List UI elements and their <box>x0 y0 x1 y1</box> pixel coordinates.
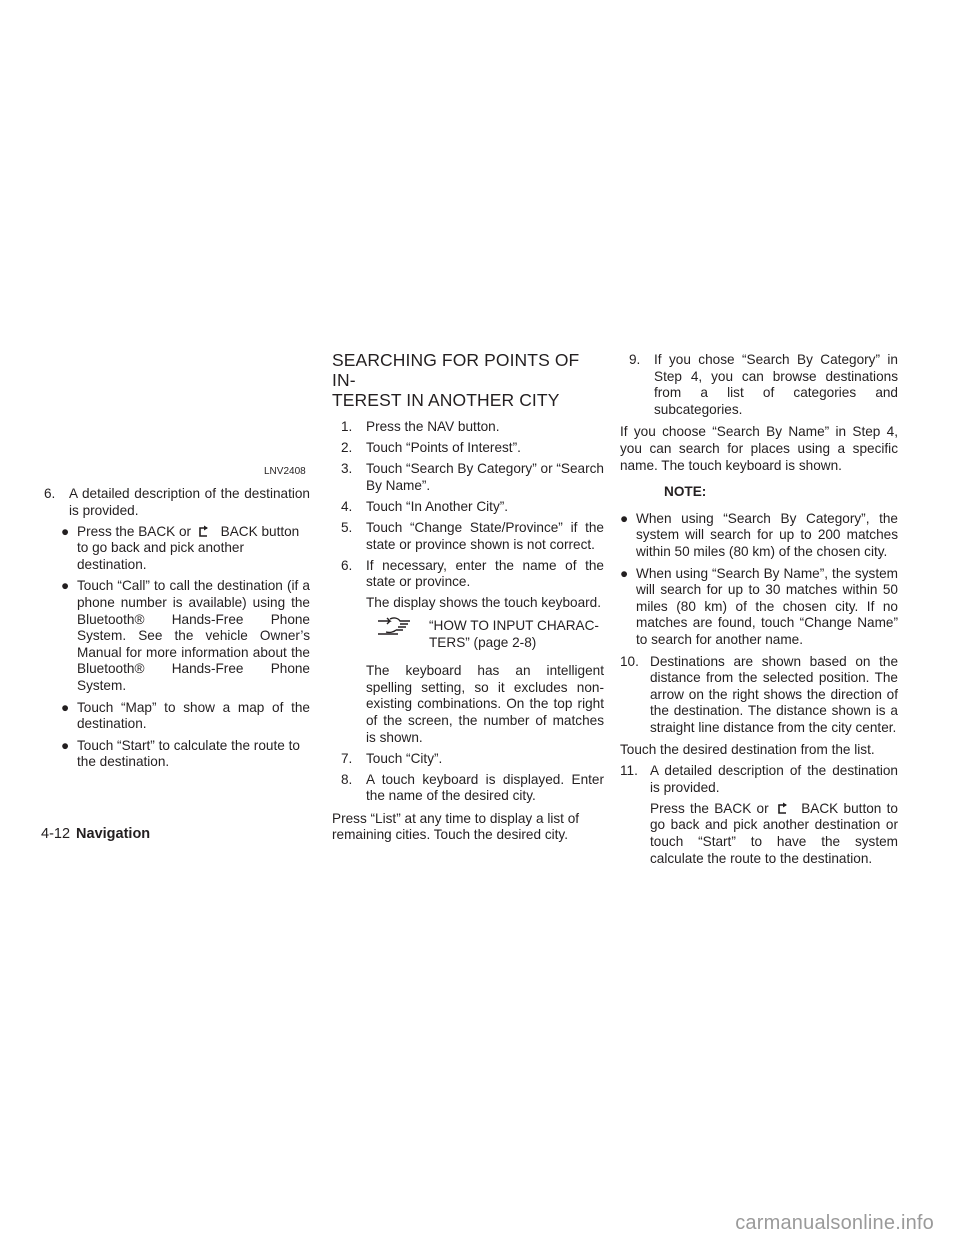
bullet-start <box>61 738 310 771</box>
step-number: 6. <box>44 486 56 501</box>
page-footer <box>41 826 150 842</box>
step-9-wrap <box>620 352 898 418</box>
step-text: Touch “Points of Interest”. <box>366 440 521 456</box>
step-7 <box>341 751 604 768</box>
section-name: Navigation <box>76 826 151 842</box>
step-number: 6. <box>341 557 353 573</box>
search-name-text: If you choose “Search By Name” in Step 4, you can search for places using a specific name. The touch keyboard is shown. <box>620 424 898 473</box>
step-text: Touch “Change State/Province” if the state or province shown is not correct. <box>366 519 604 552</box>
touch-text: Touch the desired destination from the list. <box>620 742 875 758</box>
display-text: The display shows the touch keyboard. <box>366 595 602 611</box>
bullet-icon: ● <box>61 578 70 594</box>
step-text: A detailed description of the destination is provided. <box>69 486 310 518</box>
reference-pointer-icon <box>376 614 414 638</box>
step-number: 5. <box>341 519 353 535</box>
note-label: NOTE: <box>664 484 707 500</box>
note-text: When using “Search By Category”, the system will search for up to 200 matches within 50 miles (80 km) of the chosen city. <box>636 510 898 559</box>
step-text: Press the NAV button. <box>366 419 500 434</box>
step-6 <box>341 558 604 591</box>
heading-line-2: TEREST IN ANOTHER CITY <box>332 390 560 410</box>
steps-list <box>332 419 604 805</box>
bullet-call <box>61 578 310 694</box>
step-5 <box>341 520 604 553</box>
middle-column <box>332 350 604 844</box>
bullet-list <box>44 524 310 771</box>
reference-line-1: “HOW TO INPUT CHARAC- <box>429 617 599 633</box>
bullet-text: Touch “Call” to call the destination (if a phone number is available) using the Bluetooth® Hands-Free Phone System. See the vehicle Owner’s Manual for more information about the Bluetooth® Hands-Free Phone System. <box>77 578 310 694</box>
back-arrow-icon <box>774 802 796 814</box>
bullet-icon: ● <box>620 510 629 526</box>
bullet-icon: ● <box>61 737 70 753</box>
step-2 <box>341 440 604 457</box>
step-9 <box>629 352 898 418</box>
back-text-post: BACK button to go back and pick another destination or touch “Start” to have the system calculate the route to the destination. <box>650 800 898 866</box>
step-number: 4. <box>341 498 353 514</box>
step-number: 1. <box>341 419 353 434</box>
cross-reference[interactable] <box>341 618 604 651</box>
step-text: A touch keyboard is displayed. Enter the name of the desired city. <box>366 771 604 804</box>
bullet-text-pre: Press the BACK or <box>77 523 192 539</box>
bullet-back <box>61 524 310 574</box>
back-instruction <box>620 801 898 867</box>
bullet-icon: ● <box>61 699 70 715</box>
step-6 <box>44 486 310 519</box>
page-number: 4-12 <box>41 826 71 842</box>
step-number: 8. <box>341 771 353 787</box>
step-text: Touch “Search By Category” or “Search By Name”. <box>366 461 604 493</box>
step-text: Touch “City”. <box>366 750 443 766</box>
list-text: Press “List” at any time to display a list of remaining cities. Touch the desired city. <box>332 810 580 843</box>
step-11 <box>620 763 898 796</box>
reference-line-2: TERS” (page 2-8) <box>429 634 537 650</box>
step-text: A detailed description of the destination is provided. <box>650 763 898 795</box>
step-text: Touch “In Another City”. <box>366 498 509 514</box>
bullet-text-post: BACK button to go back and pick another destination. <box>77 523 300 572</box>
step-10 <box>620 654 898 737</box>
step-8 <box>341 772 604 805</box>
bullet-text: Touch “Start” to calculate the route to the destination. <box>77 737 300 770</box>
bullet-icon: ● <box>61 523 70 539</box>
step-number: 9. <box>629 352 641 367</box>
step-text: If you chose “Search By Category” in Step 4, you can browse destinations from a list of categories and subcategories. <box>654 352 898 417</box>
step-4 <box>341 499 604 516</box>
left-column <box>44 486 310 776</box>
section-heading <box>332 350 604 410</box>
note-1 <box>620 511 898 561</box>
note-2 <box>620 566 898 649</box>
step-text: Destinations are shown based on the distance from the selected position. The arrow on the right shows the direction of the destination. The distance shown is a straight line distance from the city center. <box>650 653 898 735</box>
bullet-text: Touch “Map” to show a map of the destination. <box>77 699 310 732</box>
bullet-icon: ● <box>620 565 629 581</box>
step-number: 2. <box>341 440 353 456</box>
step-number: 7. <box>341 750 353 766</box>
step-number: 11. <box>620 763 638 779</box>
step-number: 10. <box>620 653 639 669</box>
step-3 <box>341 461 604 494</box>
keyboard-text: The keyboard has an intelligent spelling setting, so it excludes non-existing combinations. On the top right of the screen, the number of matches is shown. <box>366 663 604 745</box>
back-arrow-icon <box>195 525 217 537</box>
step-text: If necessary, enter the name of the state or province. <box>366 557 604 590</box>
note-text: When using “Search By Name”, the system will search for up to 30 matches within 50 miles (80 km) of the chosen city. If no matches are found, touch “Change Name” to search for another name. <box>636 565 898 647</box>
right-column <box>620 352 898 867</box>
figure-label: LNV2408 <box>264 466 306 477</box>
watermark: carmanualsonline.info <box>735 1212 934 1234</box>
back-text-pre: Press the BACK or <box>650 800 769 816</box>
step-number: 3. <box>341 461 353 477</box>
heading-line-1: SEARCHING FOR POINTS OF IN- <box>332 350 580 390</box>
bullet-map <box>61 700 310 733</box>
step-1 <box>341 419 604 436</box>
